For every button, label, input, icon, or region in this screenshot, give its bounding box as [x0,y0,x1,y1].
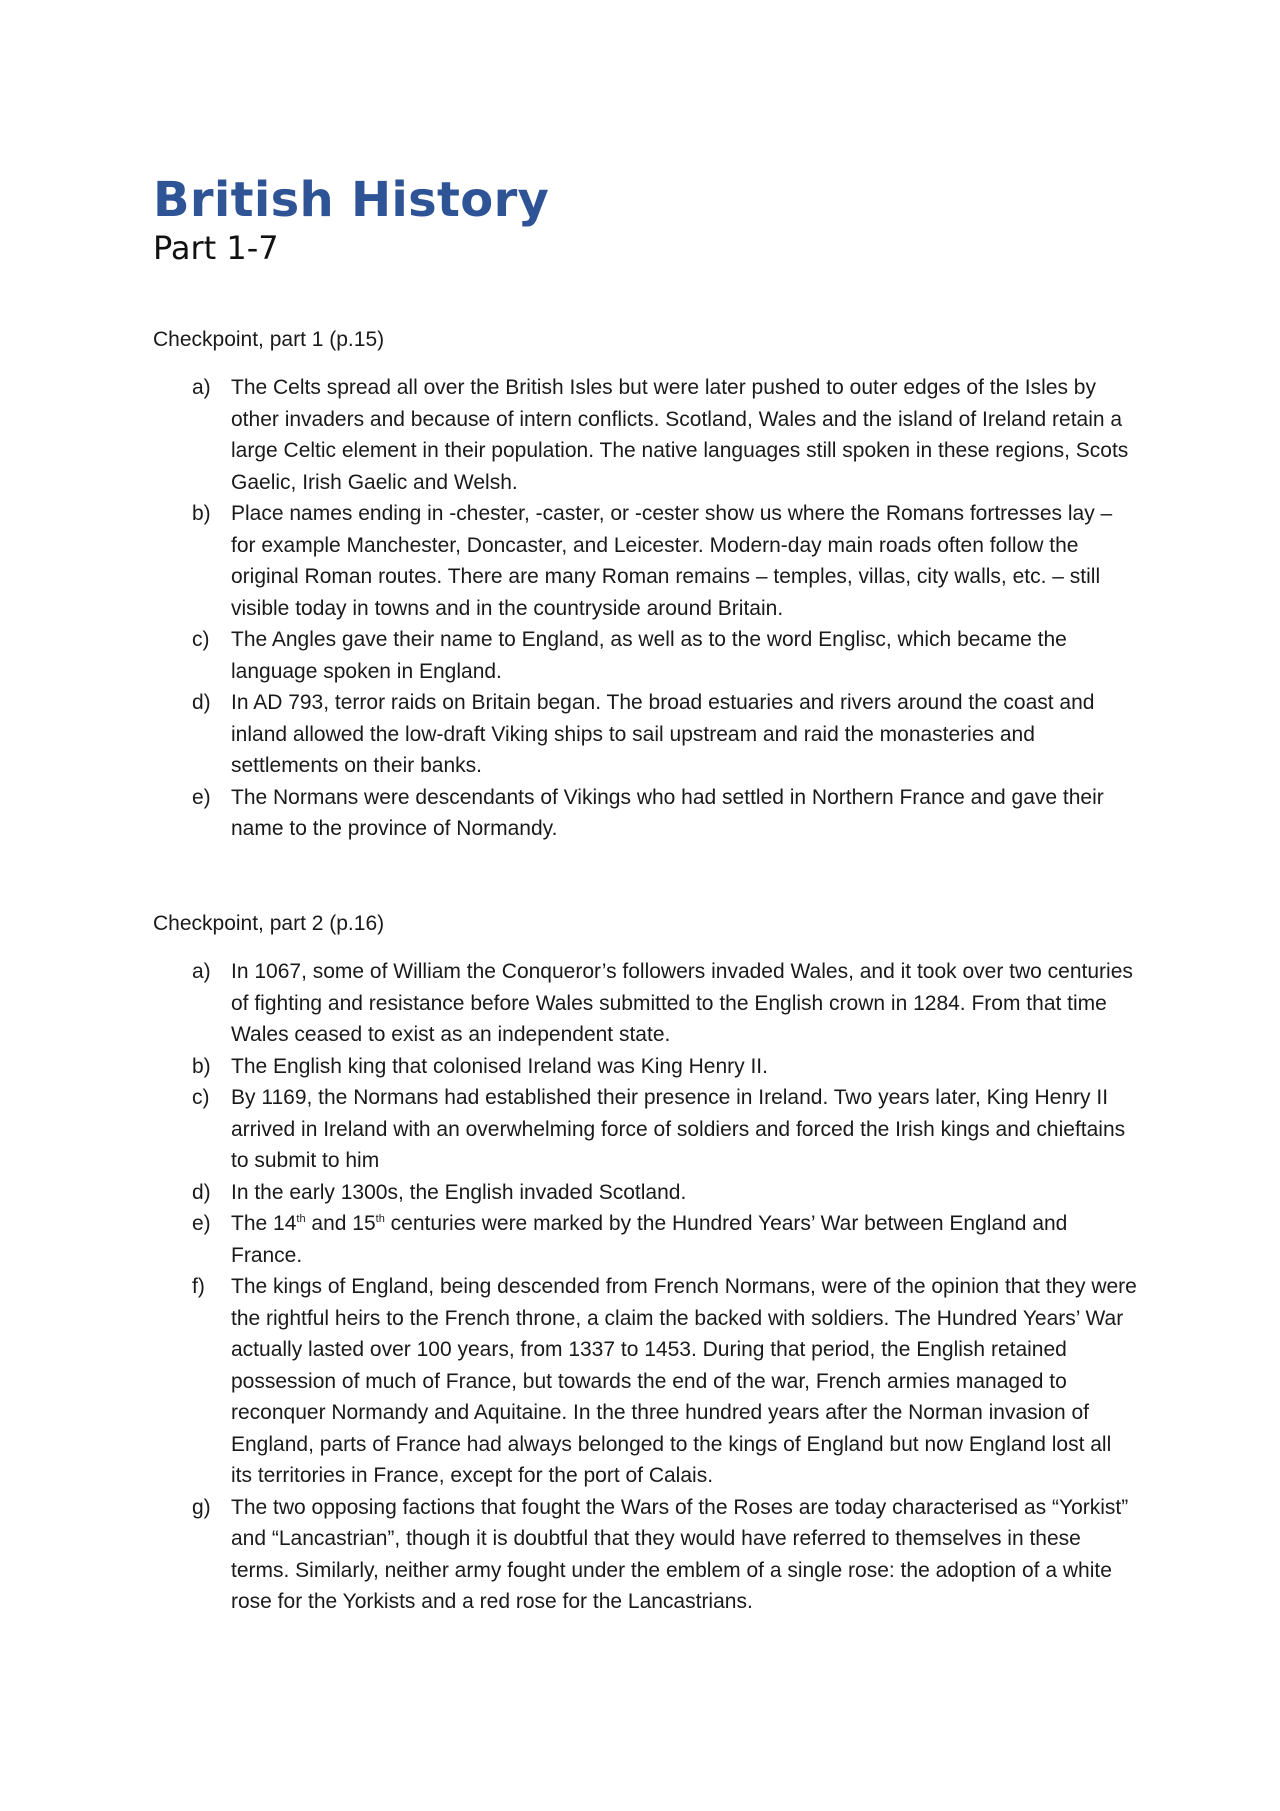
list-item-text: The two opposing factions that fought the Wars of the Roses are today characterised as “Yorkist” and “Lancastrian”, though it is doubtful that they would have referred to themselves in these terms. Similarly, neither army fought under the emblem of a single rose: the adoption of a white rose for the Yorkists and a red rose for the Lancastrians. [231,1495,1129,1613]
answer-list [153,956,1138,1618]
document-subtitle: Part 1-7 [153,229,279,267]
list-item-text: In the early 1300s, the English invaded Scotland. [231,1180,687,1204]
section-heading: Checkpoint, part 1 (p.15) [153,328,385,351]
list-marker: c) [192,1086,210,1109]
list-item-text: In 1067, some of William the Conqueror’s followers invaded Wales, and it took over two centuries of fighting and resistance before Wales submitted to the English crown in 1284. From that time Wales ceased to exist as an independent state. [231,960,1133,1046]
text-run: centuries were marked by the Hundred Years’ War between England and France. [231,1212,1068,1267]
list-item [153,782,1138,845]
list-item-text [231,1208,1138,1271]
text-run: and 15 [305,1212,376,1235]
list-marker: d) [192,691,211,714]
list-item [153,687,1138,782]
list-item-text: The Celts spread all over the British Isles but were later pushed to outer edges of the Isles by other invaders and because of intern conflicts. Scotland, Wales and the island of Ireland retain a large Celtic element in their population. The native languages still spoken in these regions, Scots Gaelic, Irish Gaelic and Welsh. [231,376,1129,494]
list-item [153,1271,1138,1492]
list-item-text: In AD 793, terror raids on Britain began. The broad estuaries and rivers around the coast and inland allowed the low-draft Viking ships to sail upstream and raid the monasteries and settlements on their banks. [231,691,1095,777]
list-item [153,372,1138,498]
text-run: The 14 [231,1212,297,1235]
list-marker: b) [192,1054,211,1078]
list-item-text: The English king that colonised Ireland was King Henry II. [231,1054,768,1078]
checkpoint-part-1 [153,324,1138,845]
list-marker: c) [192,628,210,651]
list-marker: a) [192,960,211,983]
list-marker: b) [192,502,211,525]
list-marker: a) [192,376,211,399]
list-item [153,1051,1138,1083]
list-item [153,1082,1138,1177]
list-item-text: Place names ending in -chester, -caster, or -cester show us where the Romans fortresses lay – for example Manchester, Doncaster, and Leicester. Modern-day main roads often follow the original Roman routes. There are many Roman remains – temples, villas, city walls, etc. – still visible today in towns and in the countryside around Britain. [231,502,1113,620]
list-marker: e) [192,785,211,809]
list-item [153,498,1138,624]
document-page [153,172,1138,1613]
ordinal-suffix: th [375,1213,385,1225]
section-heading: Checkpoint, part 2 (p.16) [153,912,385,935]
ordinal-suffix: th [296,1213,306,1225]
list-item [153,1177,1138,1209]
list-item-text: By 1169, the Normans had established their presence in Ireland. Two years later, King Henry II arrived in Ireland with an overwhelming force of soldiers and forced the Irish kings and chieftains to submit to him [231,1086,1126,1172]
checkpoint-part-2 [153,908,1138,1618]
answer-list [153,372,1138,845]
list-item [153,1208,1138,1271]
list-item [153,956,1138,1051]
list-marker: e) [192,1212,211,1235]
list-marker: f) [192,1275,205,1298]
list-item [153,624,1138,687]
list-marker: d) [192,1180,211,1204]
list-item [153,1492,1138,1618]
list-marker: g) [192,1495,211,1519]
list-item-text: The Normans were descendants of Vikings who had settled in Northern France and gave their name to the province of Normandy. [231,785,1104,840]
document-title: British History [153,172,550,228]
list-item-text: The Angles gave their name to England, as well as to the word Englisc, which became the language spoken in England. [231,628,1067,683]
list-item-text: The kings of England, being descended from French Normans, were of the opinion that they were the rightful heirs to the French throne, a claim the backed with soldiers. The Hundred Years’ War actually lasted over 100 years, from 1337 to 1453. During that period, the English retained possession of much of France, but towards the end of the war, French armies managed to reconquer Normandy and Aquitaine. In the three hundred years after the Norman invasion of England, parts of France had always belonged to the kings of England but now England lost all its territories in France, except for the port of Calais. [231,1275,1137,1487]
